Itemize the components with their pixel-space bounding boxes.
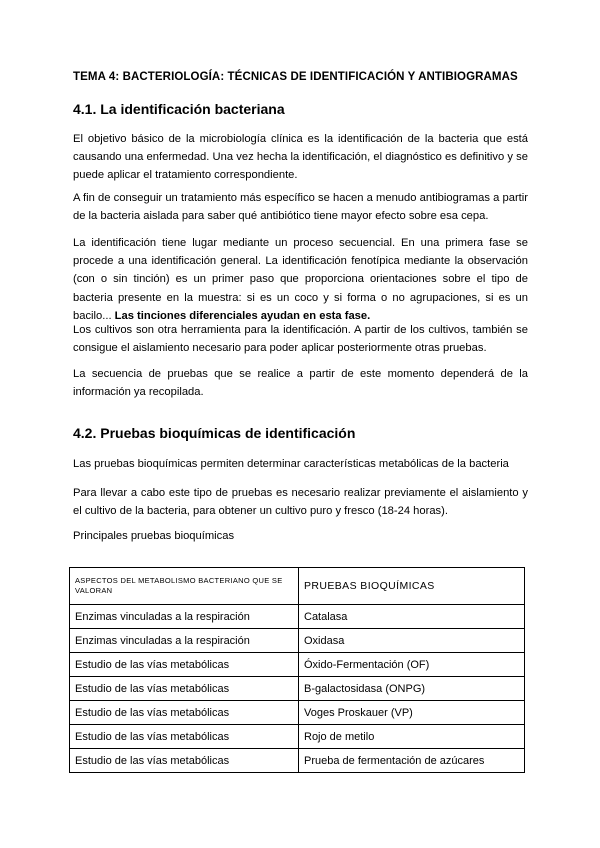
paragraph: La secuencia de pruebas que se realice a partir de este momento dependerá de la información ya recopilada. [73, 368, 528, 399]
paragraph [73, 234, 528, 325]
table-cell: Rojo de metilo [299, 725, 525, 749]
table-cell: Catalasa [299, 605, 525, 629]
paragraph: Las pruebas bioquímicas permiten determinar características metabólicas de la bacteria [73, 458, 509, 470]
table-cell: Estudio de las vías metabólicas [70, 701, 299, 725]
document-title: TEMA 4: BACTERIOLOGÍA: TÉCNICAS DE IDENTIFICACIÓN Y ANTIBIOGRAMAS [73, 71, 518, 83]
table-cell: Oxidasa [299, 629, 525, 653]
table-cell: Voges Proskauer (VP) [299, 701, 525, 725]
table-cell: B-galactosidasa (ONPG) [299, 677, 525, 701]
paragraph-text: La identificación tiene lugar mediante un proceso secuencial. En una primera fase se procede a una identificación general. La identificación fenotípica mediante la observación (con o sin tinción) es un primer paso que proporciona orientaciones sobre el tipo de bacteria presente en la muestra: si es un coco y si forma o no agrupaciones, si es un bacilo... [73, 237, 528, 322]
section-heading-pruebas: 4.2. Pruebas bioquímicas de identificación [73, 425, 356, 441]
table-header-cell: PRUEBAS BIOQUÍMICAS [299, 568, 525, 605]
paragraph: Los cultivos son otra herramienta para la identificación. A partir de los cultivos, también se consigue el aislamiento necesario para poder aplicar posteriormente otras pruebas. [73, 324, 528, 355]
section-heading-identificacion: 4.1. La identificación bacteriana [73, 101, 285, 117]
table-cell: Óxido-Fermentación (OF) [299, 653, 525, 677]
table-row [70, 749, 525, 773]
table-cell: Estudio de las vías metabólicas [70, 749, 299, 773]
paragraph: Para llevar a cabo este tipo de pruebas es necesario realizar previamente el aislamiento y el cultivo de la bacteria, para obtener un cultivo puro y fresco (18-24 horas). [73, 487, 528, 518]
table-cell: Enzimas vinculadas a la respiración [70, 629, 299, 653]
table-row [70, 677, 525, 701]
table-cell: Estudio de las vías metabólicas [70, 653, 299, 677]
table-row [70, 725, 525, 749]
paragraph: Principales pruebas bioquímicas [73, 530, 235, 542]
table-row [70, 605, 525, 629]
paragraph-bold-text: Las tinciones diferenciales ayudan en esta fase. [114, 309, 371, 322]
paragraph: A fin de conseguir un tratamiento más específico se hacen a menudo antibiogramas a partir de la bacteria aislada para saber qué antibiótico tiene mayor efecto sobre esa cepa. [73, 192, 528, 223]
table-cell: Estudio de las vías metabólicas [70, 725, 299, 749]
table-cell: Enzimas vinculadas a la respiración [70, 605, 299, 629]
table-row [70, 629, 525, 653]
table-row [70, 653, 525, 677]
table-cell: Prueba de fermentación de azúcares [299, 749, 525, 773]
table-header-cell: ASPECTOS DEL METABOLISMO BACTERIANO QUE SE VALORAN [70, 568, 299, 605]
table-header-row [70, 568, 525, 605]
table-cell: Estudio de las vías metabólicas [70, 677, 299, 701]
table-row [70, 701, 525, 725]
biochemical-tests-table [69, 567, 525, 773]
paragraph: El objetivo básico de la microbiología clínica es la identificación de la bacteria que está causando una enfermedad. Una vez hecha la identificación, el diagnóstico es definitivo y se puede aplicar el tratamiento correspondiente. [73, 133, 528, 182]
